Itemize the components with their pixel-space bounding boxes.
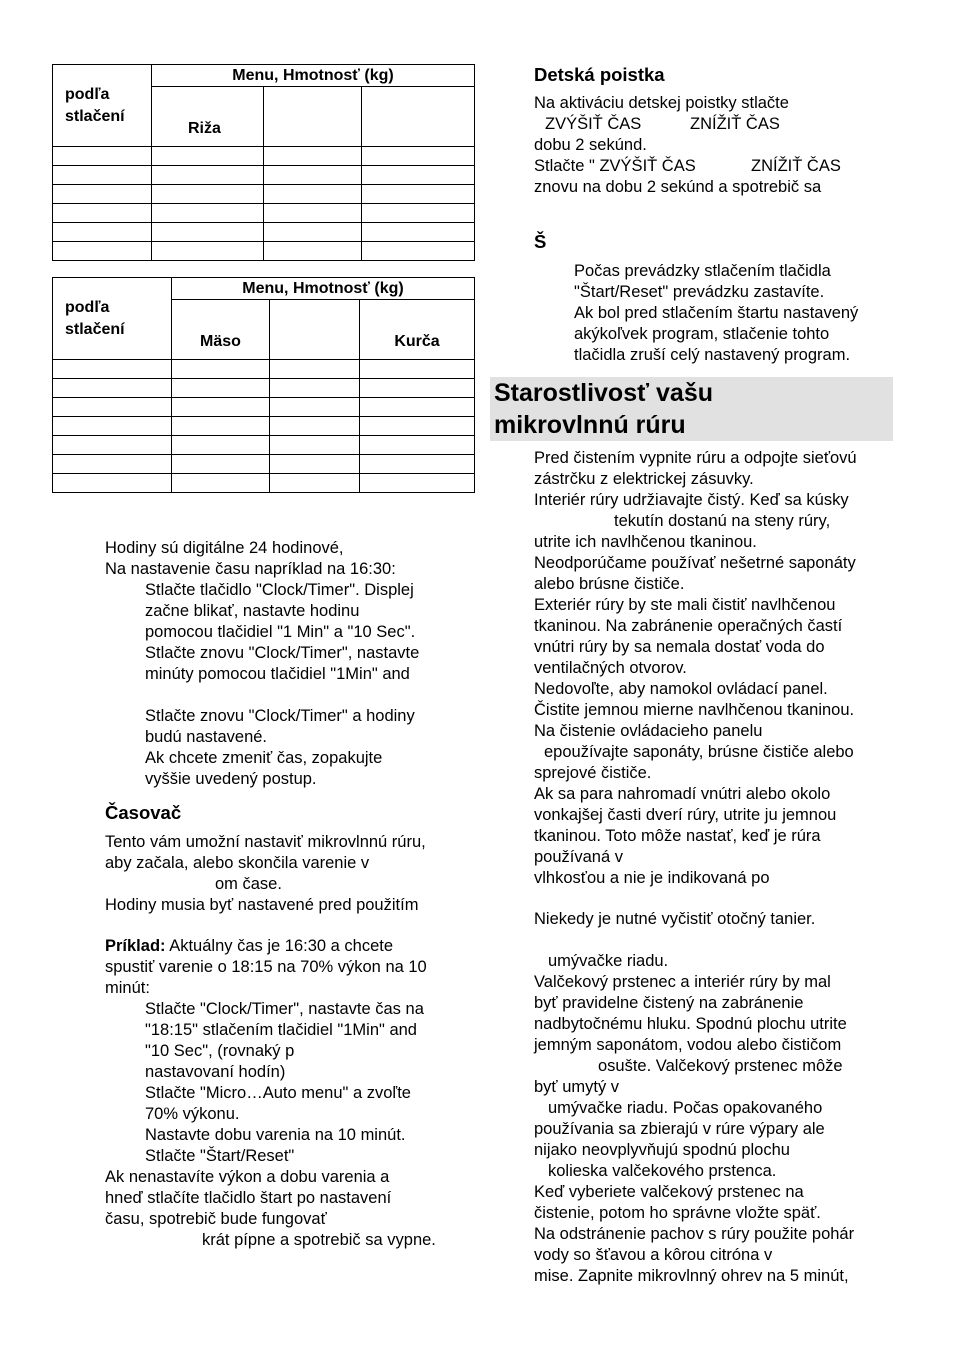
table-row [53, 166, 475, 185]
table-row [53, 360, 475, 379]
care-line: Interiér rúry udržiavajte čistý. Keď sa kúsky [534, 491, 849, 509]
care-line: tkaninou. Toto môže nastať, keď je rúra [534, 827, 821, 845]
care-line: umývačke riadu. [548, 952, 669, 970]
care-line: alebo brúsne čističe. [534, 575, 685, 593]
care-line: tkaninou. Na zabránenie operačných častí [534, 617, 843, 635]
example-line: spustiť varenie o 18:15 na 70% výkon na 10 [105, 958, 427, 976]
care-line: vody so šťavou a kôrou citróna v [534, 1246, 773, 1264]
care-line: utrite ich navlhčenou tkaninou. [534, 533, 757, 551]
start-line: "Štart/Reset" prevádzku zastavíte. [574, 283, 825, 301]
increase-time-label: ZVÝŠIŤ ČAS [545, 115, 642, 133]
column-meat: Mäso [172, 300, 270, 360]
care-line: nijako neovplyvňujú spodnú plochu [534, 1141, 790, 1159]
care-line: tekutín dostanú na steny rúry, [614, 512, 831, 530]
care-line: zástrčku z elektrickej zásuvky. [534, 470, 754, 488]
care-line: vlhkosťou a nie je indikovaná po [534, 869, 770, 887]
table-row [53, 185, 475, 204]
care-line: Keď vyberiete valčekový prstenec na [534, 1183, 804, 1201]
table-row [53, 474, 475, 493]
care-line: sprejové čističe. [534, 764, 652, 782]
start-line: akýkoľvek program, stlačenie tohto [574, 325, 830, 343]
clock-line: Hodiny sú digitálne 24 hodinové, [105, 539, 344, 557]
example-step: "18:15" stlačením tlačidiel "1Min" and [145, 1021, 417, 1039]
care-line: Nedovoľte, aby namokol ovládací panel. [534, 680, 828, 698]
column-empty [362, 87, 475, 147]
table-row [53, 417, 475, 436]
care-line: ventilačných otvorov. [534, 659, 687, 677]
care-title-line: mikrovlnnú rúru [494, 411, 686, 439]
clock-step: vyššie uvedený postup. [145, 770, 317, 788]
care-line: byť umytý v [534, 1078, 620, 1096]
care-line: epoužívajte saponáty, brúsne čističe alebo [544, 743, 854, 761]
care-line: používaná v [534, 848, 623, 866]
table-side-label: podľa stlačení [53, 278, 172, 360]
clock-step: minúty pomocou tlačidiel "1Min" and [145, 665, 410, 683]
care-section-banner [490, 377, 893, 441]
timer-note: času, spotrebič bude fungovať [105, 1210, 327, 1228]
care-line: Pred čistením vypnite rúru a odpojte sieťovú [534, 449, 857, 467]
meat-menu-table [52, 277, 475, 493]
care-title-line: Starostlivosť vašu [494, 379, 714, 407]
table-row [53, 147, 475, 166]
child-lock-line: dobu 2 sekúnd. [534, 136, 647, 154]
table-row [53, 398, 475, 417]
care-line: umývačke riadu. Počas opakovaného [548, 1099, 823, 1117]
child-lock-line: znovu na dobu 2 sekúnd a spotrebič sa [534, 178, 822, 196]
example-step: 70% výkonu. [145, 1105, 240, 1123]
care-line: Exteriér rúry by ste mali čistiť navlhčenou [534, 596, 836, 614]
timer-line: om čase. [215, 875, 282, 893]
table-row [53, 242, 475, 261]
example-step: Stlačte "Micro…Auto menu" a zvoľte [145, 1084, 411, 1102]
decrease-time-label: ZNÍŽIŤ ČAS [690, 115, 780, 133]
care-line: Na čistenie ovládacieho panelu [534, 722, 763, 740]
rice-menu-table [52, 64, 475, 261]
column-empty [264, 87, 362, 147]
table-row [53, 436, 475, 455]
decrease-time-label: ZNÍŽIŤ ČAS [751, 157, 841, 175]
start-line: Ak bol pred stlačením štartu nastavený [574, 304, 859, 322]
timer-note: krát pípne a spotrebič sa vypne. [202, 1231, 436, 1249]
timer-heading: Časovač [105, 802, 182, 823]
start-heading: Š [534, 231, 547, 252]
clock-step: Stlačte tlačidlo "Clock/Timer". Displej [145, 581, 414, 599]
care-line: používania sa zbierajú v rúre výpary ale [534, 1120, 825, 1138]
table-row [53, 455, 475, 474]
care-line: osušte. Valčekový prstenec môže [598, 1057, 843, 1075]
example-step: Nastavte dobu varenia na 10 minút. [145, 1126, 406, 1144]
table-side-label: podľa stlačení [53, 65, 152, 147]
care-line: Neodporúčame používať nešetrné saponáty [534, 554, 856, 572]
timer-note: hneď stlačíte tlačidlo štart po nastavení [105, 1189, 392, 1207]
care-line: Niekedy je nutné vyčistiť otočný tanier. [534, 910, 816, 928]
care-line: jemným saponátom, vodou alebo čističom [534, 1036, 842, 1054]
care-line: Valčekový prstenec a interiér rúry by mal [534, 973, 831, 991]
table-row [53, 379, 475, 398]
example-step: nastavovaní hodín) [145, 1063, 286, 1081]
care-line: Na odstránenie pachov s rúry použite pohár [534, 1225, 855, 1243]
example-step: Stlačte "Clock/Timer", nastavte čas na [145, 1000, 424, 1018]
example-line: Príklad: Aktuálny čas je 16:30 a chcete [105, 937, 394, 955]
timer-note: Ak nenastavíte výkon a dobu varenia a [105, 1168, 390, 1186]
care-line: byť pravidelne čistený na zabránenie [534, 994, 804, 1012]
column-rice: Riža [152, 87, 264, 147]
table-header: Menu, Hmotnosť (kg) [152, 65, 475, 87]
column-empty [270, 300, 360, 360]
example-step: "10 Sec", (rovnaký p [145, 1042, 295, 1060]
clock-step: Stlačte znovu "Clock/Timer", nastavte [145, 644, 420, 662]
clock-step: Stlačte znovu "Clock/Timer" a hodiny [145, 707, 415, 725]
child-lock-line: Stlačte " ZVÝŠIŤ ČAS [534, 157, 696, 175]
child-lock-line: Na aktiváciu detskej poistky stlačte [534, 94, 789, 112]
clock-step: začne blikať, nastavte hodinu [145, 602, 360, 620]
table-row [53, 223, 475, 242]
care-line: Ak sa para nahromadí vnútri alebo okolo [534, 785, 831, 803]
column-chicken: Kurča [360, 300, 475, 360]
clock-step: Ak chcete zmeniť čas, zopakujte [145, 749, 383, 767]
care-line: kolieska valčekového prstenca. [548, 1162, 777, 1180]
timer-line: aby začala, alebo skončila varenie v [105, 854, 370, 872]
table-row [53, 204, 475, 223]
example-step: Stlačte "Štart/Reset" [145, 1147, 295, 1165]
start-line: Počas prevádzky stlačením tlačidla [574, 262, 831, 280]
clock-step: pomocou tlačidiel "1 Min" a "10 Sec". [145, 623, 416, 641]
care-line: čistenie, potom ho správne vložte späť. [534, 1204, 821, 1222]
clock-line: Na nastavenie času napríklad na 16:30: [105, 560, 396, 578]
care-line: mise. Zapnite mikrovlnný ohrev na 5 minút, [534, 1267, 849, 1285]
example-label: Príklad: [105, 937, 166, 955]
start-line: tlačidla zruší celý nastavený program. [574, 346, 851, 364]
timer-line: Tento vám umožní nastaviť mikrovlnnú rúru, [105, 833, 426, 851]
care-line: nadbytočnému hluku. Spodnú plochu utrite [534, 1015, 847, 1033]
table-header: Menu, Hmotnosť (kg) [172, 278, 475, 300]
care-line: vonkajšej časti dverí rúry, utrite ju jemnou [534, 806, 837, 824]
timer-line: Hodiny musia byť nastavené pred použitím [105, 896, 419, 914]
child-lock-heading: Detská poistka [534, 64, 665, 85]
clock-step: budú nastavené. [145, 728, 268, 746]
example-line: minút: [105, 979, 150, 997]
care-line: vnútri rúry by sa nemala dostať voda do [534, 638, 825, 656]
care-line: Čistite jemnou mierne navlhčenou tkaninou. [534, 701, 855, 719]
